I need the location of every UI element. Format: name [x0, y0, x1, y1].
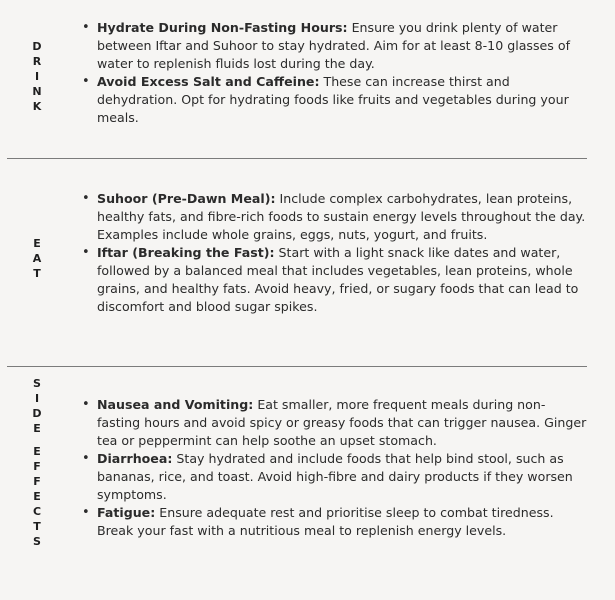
- item-text: Start with a light snack like dates and water, followed by a balanced meal that includes vegetables, lean proteins, whole grains, and healthy fats. Avoid heavy, fried, or sugary foods that can lead to discomfort and blood sugar spikes.: [97, 245, 579, 314]
- label-letter: C: [32, 505, 42, 518]
- list-item: [82, 450, 587, 504]
- label-letter: S: [33, 377, 41, 390]
- item-title: Fatigue:: [97, 505, 156, 520]
- item-text: These can increase thirst and dehydration. Opt for hydrating foods like fruits and vegetables during your meals.: [97, 74, 569, 125]
- item-text: Ensure adequate rest and prioritise sleep to combat tiredness. Break your fast with a nutritious meal to replenish energy levels.: [97, 505, 554, 538]
- item-title: Iftar (Breaking the Fast):: [97, 245, 275, 260]
- bullet-icon: •: [82, 245, 90, 260]
- list-item: [82, 73, 587, 127]
- label-letter: E: [33, 237, 41, 250]
- bullet-icon: •: [82, 505, 90, 520]
- bullet-icon: •: [82, 74, 90, 89]
- label-letter: D: [32, 40, 42, 53]
- label-letter: E: [33, 490, 41, 503]
- bullet-icon: •: [82, 397, 90, 412]
- item-text: Ensure you drink plenty of water between Iftar and Suhoor to stay hydrated. Aim for at least 8-10 glasses of water to replenish fluids lost during the day.: [97, 20, 570, 71]
- bullet-icon: •: [82, 191, 90, 206]
- side-effects-vertical-label: [30, 376, 44, 549]
- item-title: Avoid Excess Salt and Caffeine:: [97, 74, 320, 89]
- label-letter: I: [34, 392, 40, 405]
- label-letter: I: [34, 70, 40, 83]
- bullet-icon: •: [82, 451, 90, 466]
- side-effects-list: [82, 396, 587, 540]
- label-letter: E: [33, 445, 41, 458]
- item-title: Diarrhoea:: [97, 451, 173, 466]
- label-letter: A: [32, 252, 42, 265]
- label-letter: E: [33, 422, 41, 435]
- label-letter: D: [32, 407, 42, 420]
- list-item: [82, 244, 587, 316]
- label-letter: T: [33, 520, 41, 533]
- label-letter: R: [32, 55, 42, 68]
- label-letter: F: [33, 475, 41, 488]
- item-title: Suhoor (Pre-Dawn Meal):: [97, 191, 276, 206]
- drink-list: [82, 19, 587, 127]
- section-divider: [7, 366, 587, 367]
- item-text: Include complex carbohydrates, lean proteins, healthy fats, and fibre-rich foods to sustain energy levels throughout the day. Examples include whole grains, eggs, nuts, yogurt, and fruits.: [97, 191, 586, 242]
- eat-vertical-label: [30, 236, 44, 281]
- section-divider: [7, 158, 587, 159]
- list-item: [82, 396, 587, 450]
- eat-list: [82, 190, 587, 316]
- list-item: [82, 504, 587, 540]
- label-letter: T: [33, 267, 41, 280]
- item-title: Hydrate During Non-Fasting Hours:: [97, 20, 348, 35]
- label-letter: S: [33, 535, 41, 548]
- item-text: Eat smaller, more frequent meals during non-fasting hours and avoid spicy or greasy foods that can trigger nausea. Ginger tea or peppermint can help soothe an upset stomach.: [97, 397, 587, 448]
- list-item: [82, 19, 587, 73]
- label-letter: F: [33, 460, 41, 473]
- label-letter: K: [32, 100, 42, 113]
- list-item: [82, 190, 587, 244]
- bullet-icon: •: [82, 20, 90, 35]
- drink-vertical-label: [30, 39, 44, 114]
- label-letter: N: [32, 85, 42, 98]
- item-text: Stay hydrated and include foods that help bind stool, such as bananas, rice, and toast. Avoid high-fibre and dairy products if they worsen symptoms.: [97, 451, 573, 502]
- item-title: Nausea and Vomiting:: [97, 397, 254, 412]
